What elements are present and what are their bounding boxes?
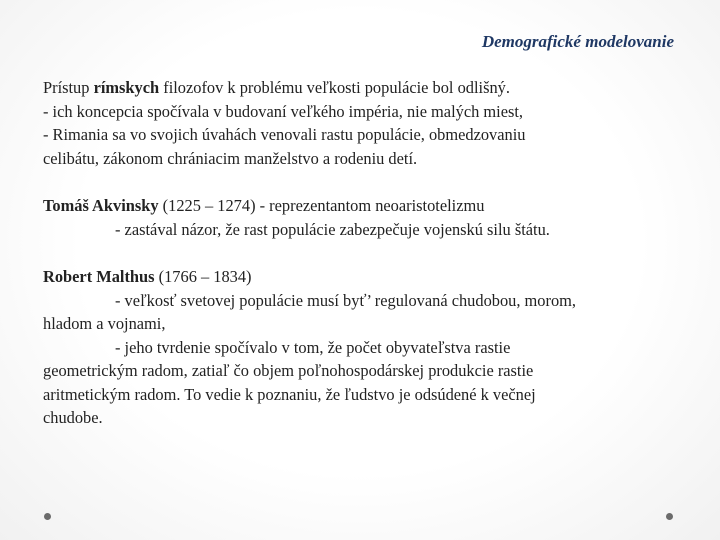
malthus-name: Robert Malthus — [43, 267, 155, 286]
paragraph-malthus — [43, 265, 683, 430]
malthus-point-2-line-3: aritmetickým radom. To vedie k poznaniu, že ľudstvo je odsúdené k večnej — [43, 384, 536, 404]
slide-title: Demografické modelovanie — [481, 32, 674, 51]
roman-bullet-1: - ich koncepcia spočívala v budovaní veľkého impéria, nie malých miest, — [43, 101, 524, 121]
corner-dot-right-icon — [666, 513, 673, 520]
spacer — [43, 170, 683, 194]
roman-lead-post: filozofov k problému veľkosti populácie bol odlišný. — [159, 78, 510, 97]
malthus-years: (1766 – 1834) — [154, 267, 252, 286]
malthus-point-2-line-4: chudobe. — [43, 408, 103, 427]
roman-lead-line — [43, 76, 683, 100]
malthus-point-1-line-2: hladom a vojnami, — [43, 314, 166, 333]
spacer — [43, 241, 683, 265]
roman-bullet-2-line-1: - Rimania sa vo svojich úvahách venovali rastu populácie, obmedzovaniu — [43, 125, 526, 144]
roman-lead-bold: rímskych — [93, 78, 160, 97]
malthus-point-2-line-1: - jeho tvrdenie spočívalo v tom, že počet obyvateľstva rastie — [115, 337, 511, 357]
slide-content — [43, 76, 683, 430]
paragraph-roman — [43, 76, 683, 170]
malthus-heading — [43, 265, 683, 289]
akvinsky-name: Tomáš Akvinsky — [43, 196, 159, 215]
corner-dot-left-icon — [44, 513, 51, 520]
akvinsky-years: (1225 – 1274) - reprezentantom neoaristotelizmu — [158, 196, 485, 215]
akvinsky-point: - zastával názor, že rast populácie zabezpečuje vojenskú silu štátu. — [115, 219, 550, 239]
akvinsky-heading — [43, 194, 683, 218]
paragraph-akvinsky — [43, 194, 683, 241]
roman-lead-pre: Prístup — [43, 78, 94, 97]
roman-bullet-2-line-2: celibátu, zákonom chrániacim manželstvo a rodeniu detí. — [43, 148, 418, 168]
malthus-point-2-line-2: geometrickým radom, zatiaľ čo objem poľnohospodárskej produkcie rastie — [43, 361, 534, 380]
malthus-point-1-line-1: - veľkosť svetovej populácie musí byť’ regulovaná chudobou, morom, — [115, 290, 576, 310]
